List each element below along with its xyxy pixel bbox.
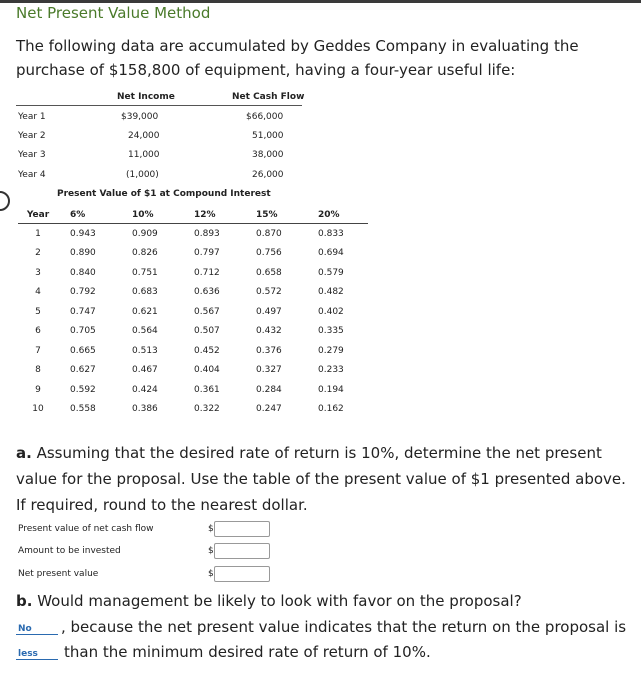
- pv-row: [18, 380, 368, 400]
- pv-cell: 0.162: [318, 404, 344, 415]
- income-table-rule: [16, 105, 302, 106]
- dollar-sign: $: [208, 524, 214, 534]
- pv-cell: 0.756: [256, 248, 282, 259]
- pv-year: 1: [35, 228, 41, 239]
- pv-cell: 0.893: [194, 228, 220, 239]
- pv-cell: 0.513: [132, 345, 158, 356]
- pv-row: [18, 244, 368, 264]
- part-b-text: Would management be likely to look with favor on the proposal?: [37, 592, 522, 610]
- part-a-label: a.: [16, 444, 32, 462]
- page-title: Net Present Value Method: [16, 4, 211, 22]
- pv-cell: 0.432: [256, 326, 282, 337]
- pv-cell: 0.497: [256, 306, 282, 317]
- pv-cell: 0.627: [70, 365, 96, 376]
- pv-year: 2: [35, 248, 41, 259]
- pv-cell: 0.284: [256, 384, 282, 395]
- pv-header-20: 20%: [318, 210, 340, 220]
- pv-cell: 0.558: [70, 404, 96, 415]
- pv-row: [18, 361, 368, 381]
- pv-cell: 0.507: [194, 326, 220, 337]
- top-border: [0, 0, 641, 3]
- pv-cell: 0.683: [132, 287, 158, 298]
- pv-cell: 0.751: [132, 267, 158, 278]
- pv-cell: 0.194: [318, 384, 344, 395]
- dollar-sign: $: [208, 546, 214, 556]
- net-income-value: (1,000): [126, 170, 159, 180]
- net-present-value-input[interactable]: [214, 566, 270, 582]
- pv-cell: 0.452: [194, 345, 220, 356]
- pv-header-6: 6%: [70, 210, 86, 220]
- pv-cell: 0.658: [256, 267, 282, 278]
- pv-cell: 0.279: [318, 345, 344, 356]
- pv-header-10: 10%: [132, 210, 154, 220]
- part-b-label: b.: [16, 592, 33, 610]
- part-b-sentence-1: , because the net present value indicates that the return on the proposal is: [61, 618, 627, 636]
- pv-cell: 0.621: [132, 306, 158, 317]
- pv-cell: 0.564: [132, 326, 158, 337]
- pv-table-title: Present Value of $1 at Compound Interest: [57, 189, 271, 199]
- pv-cell: 0.826: [132, 248, 158, 259]
- pv-cell: 0.909: [132, 228, 158, 239]
- pv-cell: 0.665: [70, 345, 96, 356]
- pv-cell: 0.705: [70, 326, 96, 337]
- pv-cell: 0.327: [256, 365, 282, 376]
- pv-cell: 0.322: [194, 404, 220, 415]
- row-label: Year 1: [18, 112, 46, 122]
- side-circle-marker: [0, 191, 10, 211]
- pv-cell: 0.567: [194, 306, 220, 317]
- pv-net-cash-flow-input[interactable]: [214, 521, 270, 537]
- pv-cell: 0.335: [318, 326, 344, 337]
- pv-cell: 0.747: [70, 306, 96, 317]
- row-label: Year 3: [18, 150, 46, 160]
- pv-header-15: 15%: [256, 210, 278, 220]
- row-label: Year 2: [18, 131, 46, 141]
- pv-cell: 0.424: [132, 384, 158, 395]
- pv-cell: 0.386: [132, 404, 158, 415]
- pv-cell: 0.840: [70, 267, 96, 278]
- pv-year: 3: [35, 267, 41, 278]
- net-cash-flow-value: $66,000: [246, 112, 284, 122]
- pv-cell: 0.404: [194, 365, 220, 376]
- pv-year: 8: [35, 365, 41, 376]
- pv-cell: 0.579: [318, 267, 344, 278]
- pv-cell: 0.572: [256, 287, 282, 298]
- net-income-value: 11,000: [128, 150, 160, 160]
- pv-row: [18, 322, 368, 342]
- pv-cell: 0.712: [194, 267, 220, 278]
- pv-cell: 0.482: [318, 287, 344, 298]
- pv-row: [18, 400, 368, 420]
- field-label-amount-invested: Amount to be invested: [18, 546, 121, 556]
- net-income-value: 24,000: [128, 131, 160, 141]
- pv-cell: 0.870: [256, 228, 282, 239]
- pv-cell: 0.797: [194, 248, 220, 259]
- pv-year: 6: [35, 326, 41, 337]
- field-label-net-present-value: Net present value: [18, 569, 99, 579]
- pv-cell: 0.792: [70, 287, 96, 298]
- pv-cell: 0.694: [318, 248, 344, 259]
- net-cash-flow-value: 26,000: [252, 170, 284, 180]
- dollar-sign: $: [208, 569, 214, 579]
- pv-row: [18, 341, 368, 361]
- header-net-cash-flow: Net Cash Flow: [232, 92, 305, 102]
- pv-header-12: 12%: [194, 210, 216, 220]
- pv-cell: 0.592: [70, 384, 96, 395]
- amount-invested-input[interactable]: [214, 543, 270, 559]
- pv-year: 4: [35, 287, 41, 298]
- pv-row: [18, 263, 368, 283]
- pv-cell: 0.361: [194, 384, 220, 395]
- part-a-text: Assuming that the desired rate of return is 10%, determine the net present value for the proposal. Use the table of the present value of $1 presented above. If required, round to the nearest dollar.: [16, 444, 626, 514]
- pv-cell: 0.233: [318, 365, 344, 376]
- pv-year: 5: [35, 306, 41, 317]
- favor-dropdown[interactable]: No: [16, 624, 58, 635]
- field-label-pv-net-cash-flow: Present value of net cash flow: [18, 524, 154, 534]
- net-cash-flow-value: 51,000: [252, 131, 284, 141]
- pv-cell: 0.247: [256, 404, 282, 415]
- part-a-question: [16, 440, 631, 518]
- net-income-value: $39,000: [121, 112, 159, 122]
- pv-cell: 0.636: [194, 287, 220, 298]
- pv-header-row: [18, 207, 368, 224]
- pv-row: [18, 224, 368, 244]
- row-label: Year 4: [18, 170, 46, 180]
- net-cash-flow-value: 38,000: [252, 150, 284, 160]
- pv-row: [18, 283, 368, 303]
- intro-text: The following data are accumulated by Geddes Company in evaluating the purchase of $158,800 of equipment, having a four-year useful life:: [16, 37, 579, 79]
- pv-header-year: Year: [26, 210, 50, 220]
- part-b-question: [16, 592, 522, 610]
- pv-year: 10: [32, 404, 44, 415]
- part-b-sentence-2: than the minimum desired rate of return of 10%.: [64, 643, 431, 661]
- pv-year: 9: [35, 384, 41, 395]
- pv-cell: 0.833: [318, 228, 344, 239]
- pv-row: [18, 302, 368, 322]
- pv-cell: 0.402: [318, 306, 344, 317]
- header-net-income: Net Income: [117, 92, 175, 102]
- pv-cell: 0.376: [256, 345, 282, 356]
- pv-cell: 0.467: [132, 365, 158, 376]
- pv-table: [18, 207, 368, 419]
- pv-year: 7: [35, 345, 41, 356]
- comparison-dropdown[interactable]: less: [16, 649, 58, 660]
- pv-cell: 0.890: [70, 248, 96, 259]
- pv-cell: 0.943: [70, 228, 96, 239]
